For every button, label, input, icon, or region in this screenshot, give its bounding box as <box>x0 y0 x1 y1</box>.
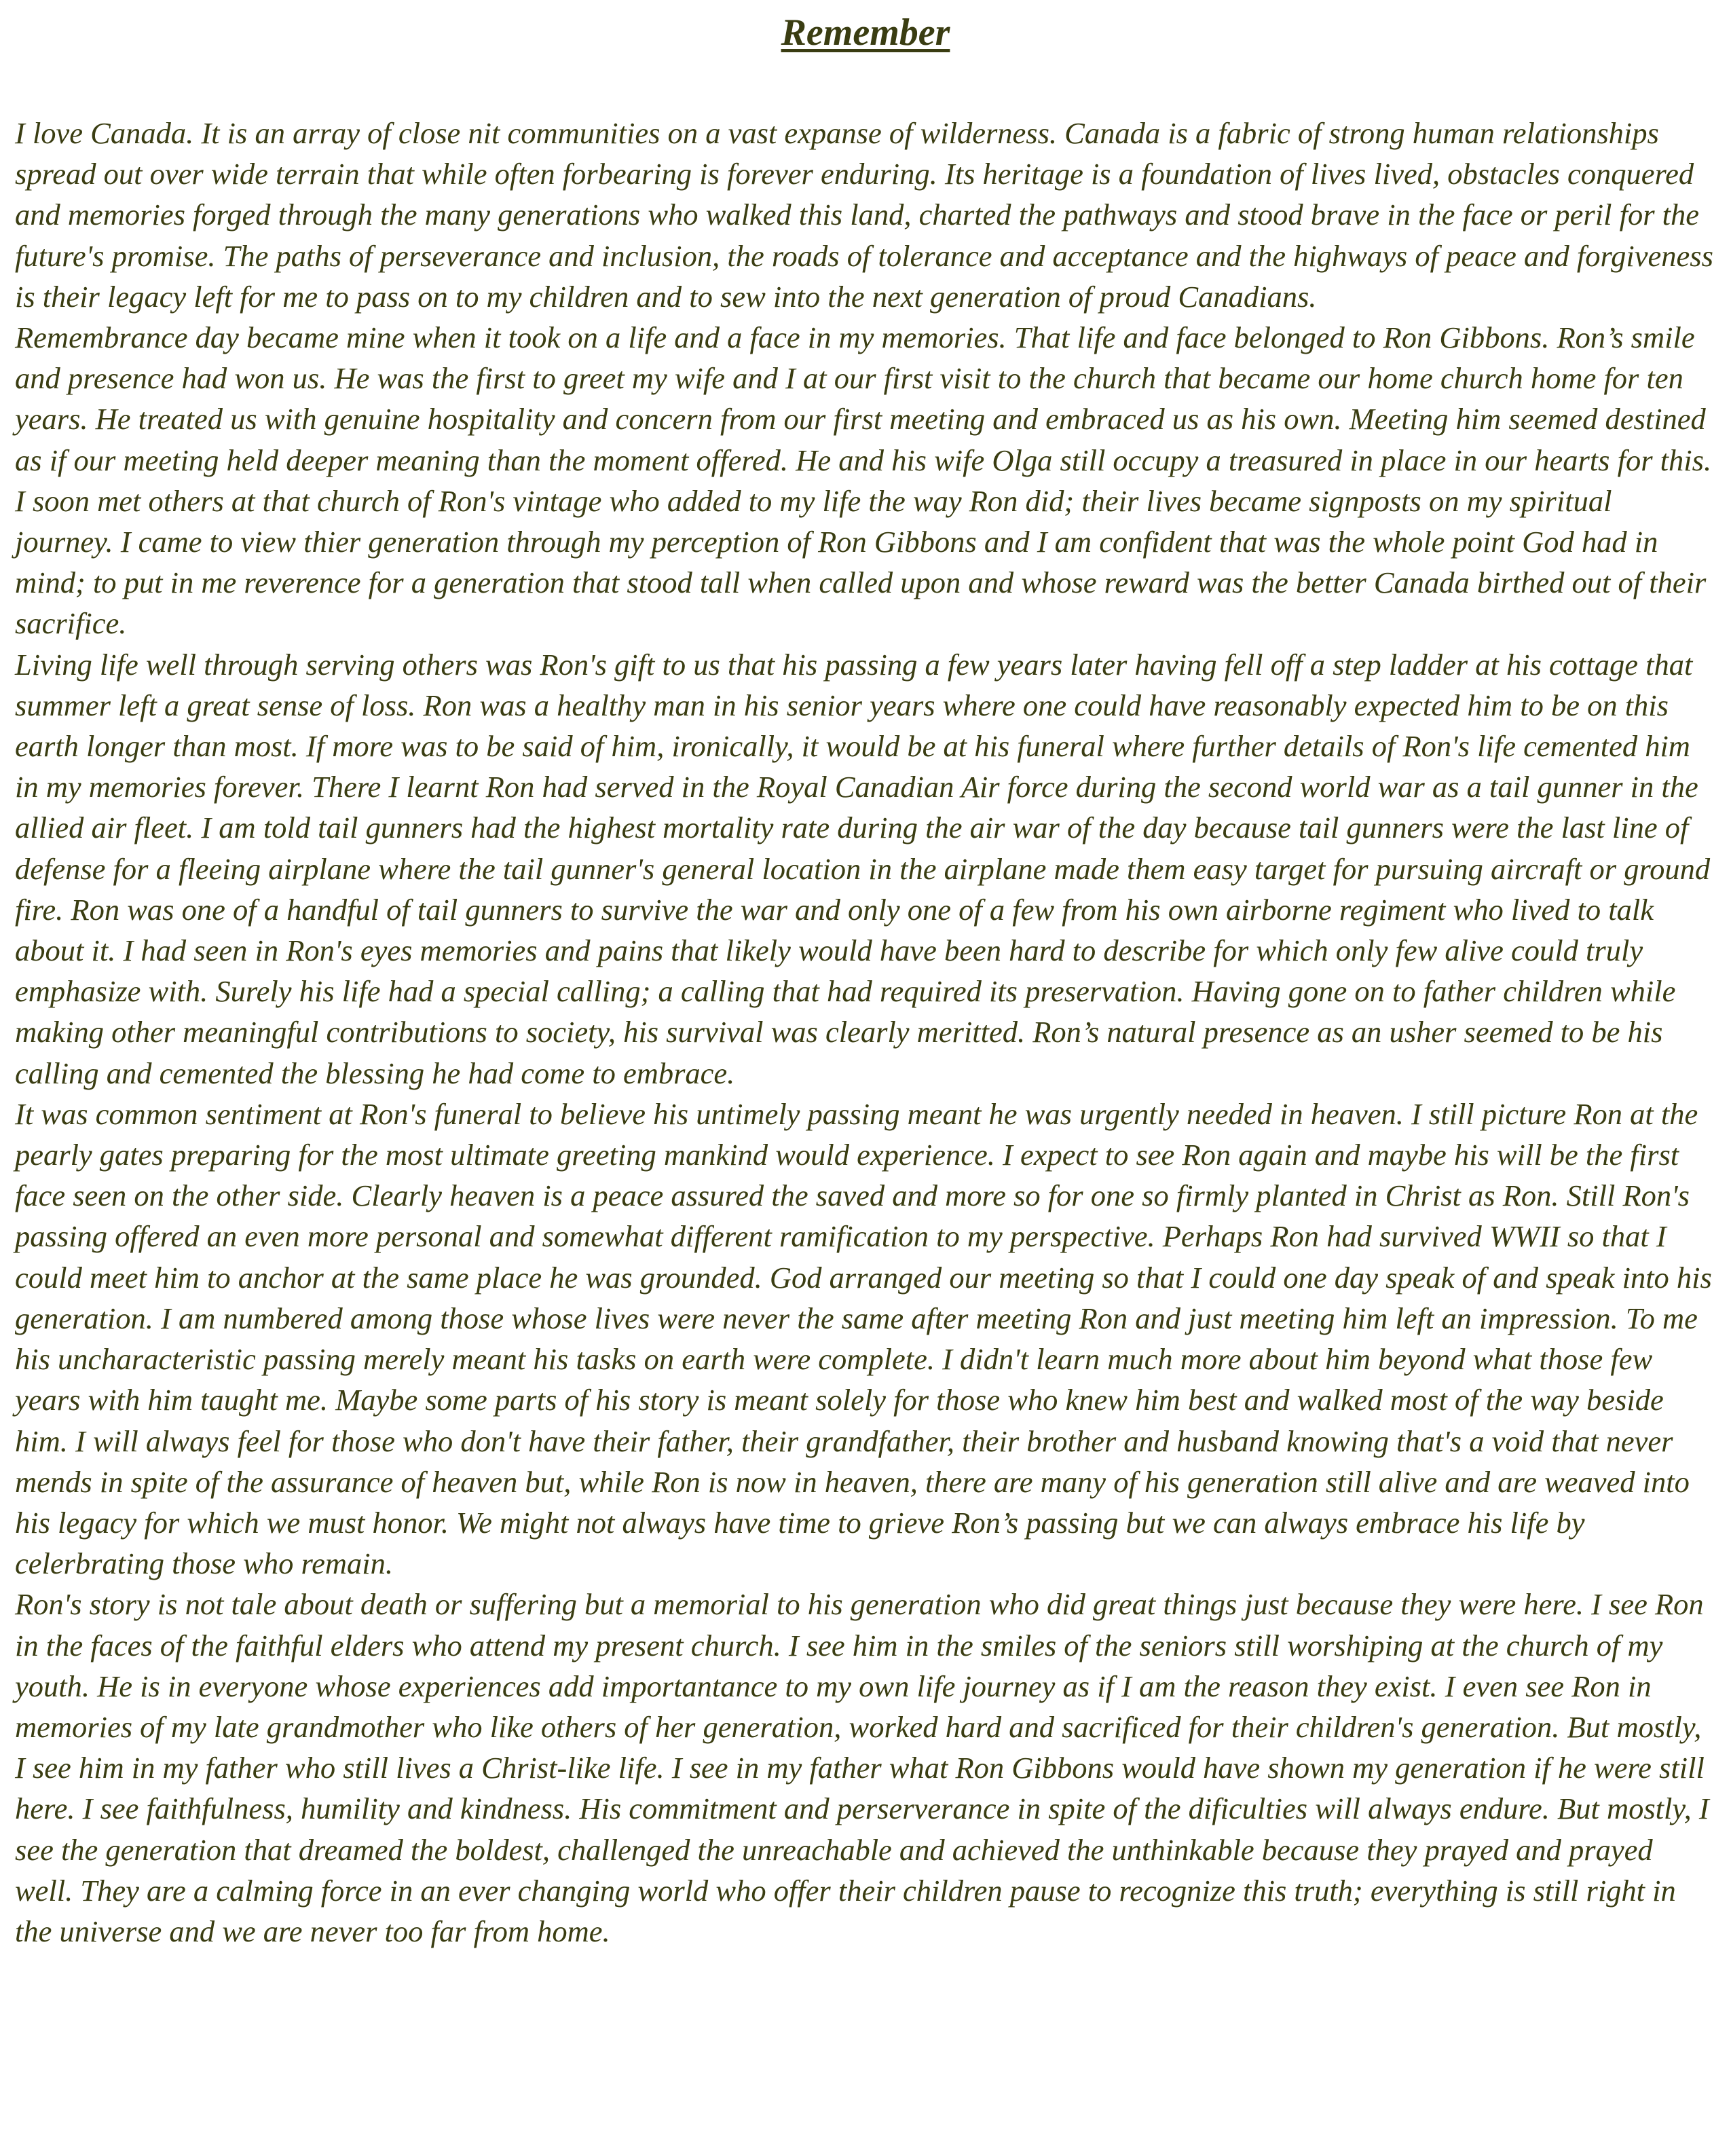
paragraph-2: Remembrance day became mine when it took on a life and a face in my memories. That life and face belonged to Ron Gibbons. Ron’s smile and presence had won us. He was the first to greet my wife and I at our first visit to the church that became our home church home for ten years. He treated us with genuine hospitality and concern from our first meeting and embraced us as his own. Meeting him seemed destined as if our meeting held deeper meaning than the moment offered. He and his wife Olga still occupy a treasured in place in our hearts for this. <box>15 320 1712 477</box>
essay-body <box>15 113 1716 1952</box>
paragraph-1: I love Canada. It is an array of close nit communities on a vast expanse of wilderness. Canada is a fabric of strong human relationships spread out over wide terrain that while often forbearing is forever enduring. Its heritage is a foundation of lives lived, obstacles conquered and memories forged through the many generations who walked this land, charted the pathways and stood brave in the face or peril for the future's promise. The paths of perseverance and inclusion, the roads of tolerance and acceptance and the highways of peace and forgiveness is their legacy left for me to pass on to my children and to sew into the next generation of proud Canadians. <box>15 116 1713 314</box>
paragraph-6: Ron's story is not tale about death or suffering but a memorial to his generation who did great things just because they were here. I see Ron in the faces of the faithful elders who attend my present church. I see him in the smiles of the seniors still worshiping at the church of my youth. He is in everyone whose experiences add importantance to my own life journey as if I am the reason they exist. I even see Ron in memories of my late grandmother who like others of her generation, worked hard and sacrificed for their children's generation. But mostly, I see him in my father who still lives a Christ-like life. I see in my father what Ron Gibbons would have shown my generation if he were still here. I see faithfulness, humility and kindness. His commitment and perserverance in spite of the dificulties will always endure. But mostly, I see the generation that dreamed the boldest, challenged the unreachable and achieved the unthinkable because they prayed and prayed well. They are a calming force in an ever changing world who offer their children pause to recognize this truth; everything is still right in the universe and we are never too far from home. <box>15 1587 1709 1948</box>
page-title: Remember <box>781 12 950 54</box>
paragraph-4: Living life well through serving others was Ron's gift to us that his passing a few years later having fell off a step ladder at his cottage that summer left a great sense of loss. Ron was a healthy man in his senior years where one could have reasonably expected him to be on this earth longer than most. If more was to be said of him, ironically, it would be at his funeral where further details of Ron's life cemented him in my memories forever. There I learnt Ron had served in the Royal Canadian Air force during the second world war as a tail gunner in the allied air fleet. I am told tail gunners had the highest mortality rate during the air war of the day because tail gunners were the last line of defense for a fleeing airplane where the tail gunner's general location in the airplane made them easy target for pursuing aircraft or ground fire. Ron was one of a handful of tail gunners to survive the war and only one of a few from his own airborne regiment who lived to talk about it. I had seen in Ron's eyes memories and pains that likely would have been hard to describe for which only few alive could truly emphasize with. Surely his life had a special calling; a calling that had required its preservation. Having gone on to father children while making other meaningful contributions to society, his survival was clearly meritted. Ron’s natural presence as an usher seemed to be his calling and cemented the blessing he had come to embrace. <box>15 647 1711 1090</box>
paragraph-3: I soon met others at that church of Ron's vintage who added to my life the way Ron did; their lives became signposts on my spiritual journey. I came to view thier generation through my perception of Ron Gibbons and I am confident that was the whole point God had in mind; to put in me reverence for a generation that stood tall when called upon and whose reward was the better Canada birthed out of their sacrifice. <box>15 483 1707 641</box>
paragraph-5: It was common sentiment at Ron's funeral to believe his untimely passing meant he was urgently needed in heaven. I still picture Ron at the pearly gates preparing for the most ultimate greeting mankind would experience. I expect to see Ron again and maybe his will be the first face seen on the other side. Clearly heaven is a peace assured the saved and more so for one so firmly planted in Christ as Ron. Still Ron's passing offered an even more personal and somewhat different ramification to my perspective. Perhaps Ron had survived WWII so that I could meet him to anchor at the same place he was grounded. God arranged our meeting so that I could one day speak of and speak into his generation. I am numbered among those whose lives were never the same after meeting Ron and just meeting him left an impression. To me his uncharacteristic passing merely meant his tasks on earth were complete. I didn't learn much more about him beyond what those few years with him taught me. Maybe some parts of his story is meant solely for those who knew him best and walked most of the way beside him. I will always feel for those who don't have their father, their grandfather, their brother and husband knowing that's a void that never mends in spite of the assurance of heaven but, while Ron is now in heaven, there are many of his generation still alive and are weaved into his legacy for which we must honor. We might not always have time to grieve Ron’s passing but we can always embrace his life by celerbrating those who remain. <box>15 1096 1712 1581</box>
